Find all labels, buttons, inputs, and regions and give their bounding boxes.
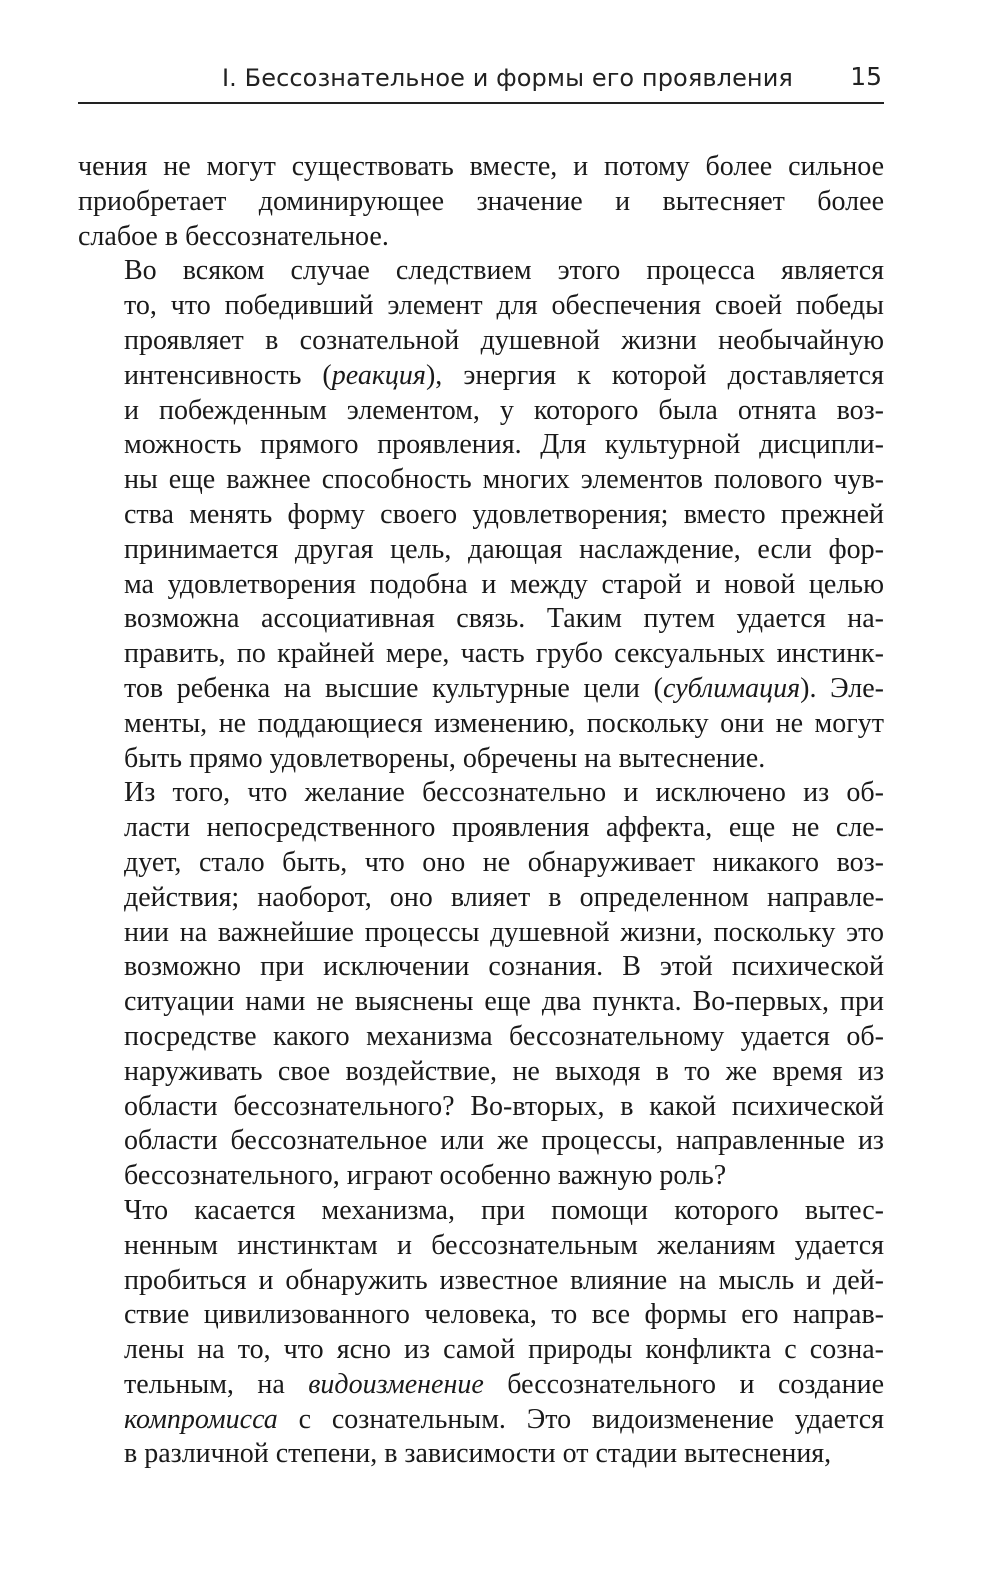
text-line: тельным, на видоизменение бессознательного и создание [124, 1368, 884, 1400]
text-line: Из того, что желание бессознательно и исключено из об- [124, 777, 884, 809]
body-text [78, 150, 884, 1472]
text-line: пробиться и обнаружить известное влияние на мысль и дей- [124, 1264, 884, 1296]
text-line: нии на важнейшие процессы душевной жизни, поскольку это [124, 916, 884, 948]
paragraph [78, 150, 884, 254]
emphasized-term: компромисса [124, 1403, 278, 1435]
running-title: I. Бессознательное и формы его проявления [222, 64, 793, 92]
paragraph [78, 1194, 884, 1472]
page-header [78, 60, 884, 104]
text-line: дует, стало быть, что оно не обнаруживает никакого воз- [124, 846, 884, 878]
text-line: наруживать свое воздействие, не выходя в то же время из [124, 1055, 884, 1087]
text-line: тов ребенка на высшие культурные цели (сублимация). Эле- [124, 672, 884, 704]
text-line: менты, не поддающиеся изменению, поскольку они не могут [124, 707, 884, 739]
text-line: ствие цивилизованного человека, то все формы его направ- [124, 1299, 884, 1331]
text-line: чения не могут существовать вместе, и потому более сильное [78, 151, 884, 182]
text-line: интенсивность (реакция), энергия к которой доставляется [124, 359, 884, 391]
text-line: области бессознательное или же процессы, направленные из [124, 1125, 884, 1157]
text-line: Что касается механизма, при помощи которого вытес- [124, 1194, 884, 1226]
text-line: компромисса с сознательным. Это видоизменение удается [124, 1403, 884, 1435]
text-line: проявляет в сознательной душевной жизни необычайную [124, 324, 884, 356]
text-line: то, что победивший элемент для обеспечения своей победы [124, 290, 884, 322]
text-line: ненным инстинктам и бессознательным желаниям удается [124, 1229, 884, 1261]
text-line: ласти непосредственного проявления аффекта, еще не сле- [124, 812, 884, 844]
emphasized-term: видоизменение [308, 1368, 484, 1400]
page-number: 15 [850, 62, 882, 91]
text-line: действия; наоборот, оно влияет в определенном направле- [124, 881, 884, 913]
text-line: принимается другая цель, дающая наслаждение, если фор- [124, 533, 884, 565]
text-line: ства менять форму своего удовлетворения; вместо прежней [124, 498, 884, 530]
text-line: лены на то, что ясно из самой природы конфликта с созна- [124, 1334, 884, 1366]
paragraph [78, 776, 884, 1194]
text-line: возможна ассоциативная связь. Таким путем удается на- [124, 603, 884, 635]
text-line: можность прямого проявления. Для культурной дисципли- [124, 429, 884, 461]
text-line: приобретает доминирующее значение и вытесняет более [78, 185, 884, 217]
text-line: области бессознательного? Во-вторых, в какой психической [124, 1090, 884, 1122]
text-line: и побежденным элементом, у которого была отнята воз- [124, 394, 884, 426]
emphasized-term: сублимация [662, 672, 801, 704]
paragraph [78, 254, 884, 776]
text-line: Во всяком случае следствием этого процесса является [124, 255, 884, 287]
text-line: в различной степени, в зависимости от стадии вытеснения, [124, 1438, 832, 1470]
text-line: посредстве какого механизма бессознательному удается об- [124, 1020, 884, 1052]
emphasized-term: реакция [331, 359, 426, 391]
text-line: ны еще важнее способность многих элементов полового чув- [124, 464, 884, 496]
text-line: возможно при исключении сознания. В этой психической [124, 951, 884, 983]
text-line: бессознательного, играют особенно важную роль? [124, 1160, 727, 1192]
text-line: быть прямо удовлетворены, обречены на вытеснение. [124, 742, 766, 774]
text-line: ситуации нами не выяснены еще два пункта. Во-первых, при [124, 986, 884, 1018]
text-line: слабое в бессознательное. [78, 220, 389, 252]
text-line: править, по крайней мере, часть грубо сексуальных инстинк- [124, 638, 884, 670]
text-line: ма удовлетворения подобна и между старой и новой целью [124, 568, 884, 600]
